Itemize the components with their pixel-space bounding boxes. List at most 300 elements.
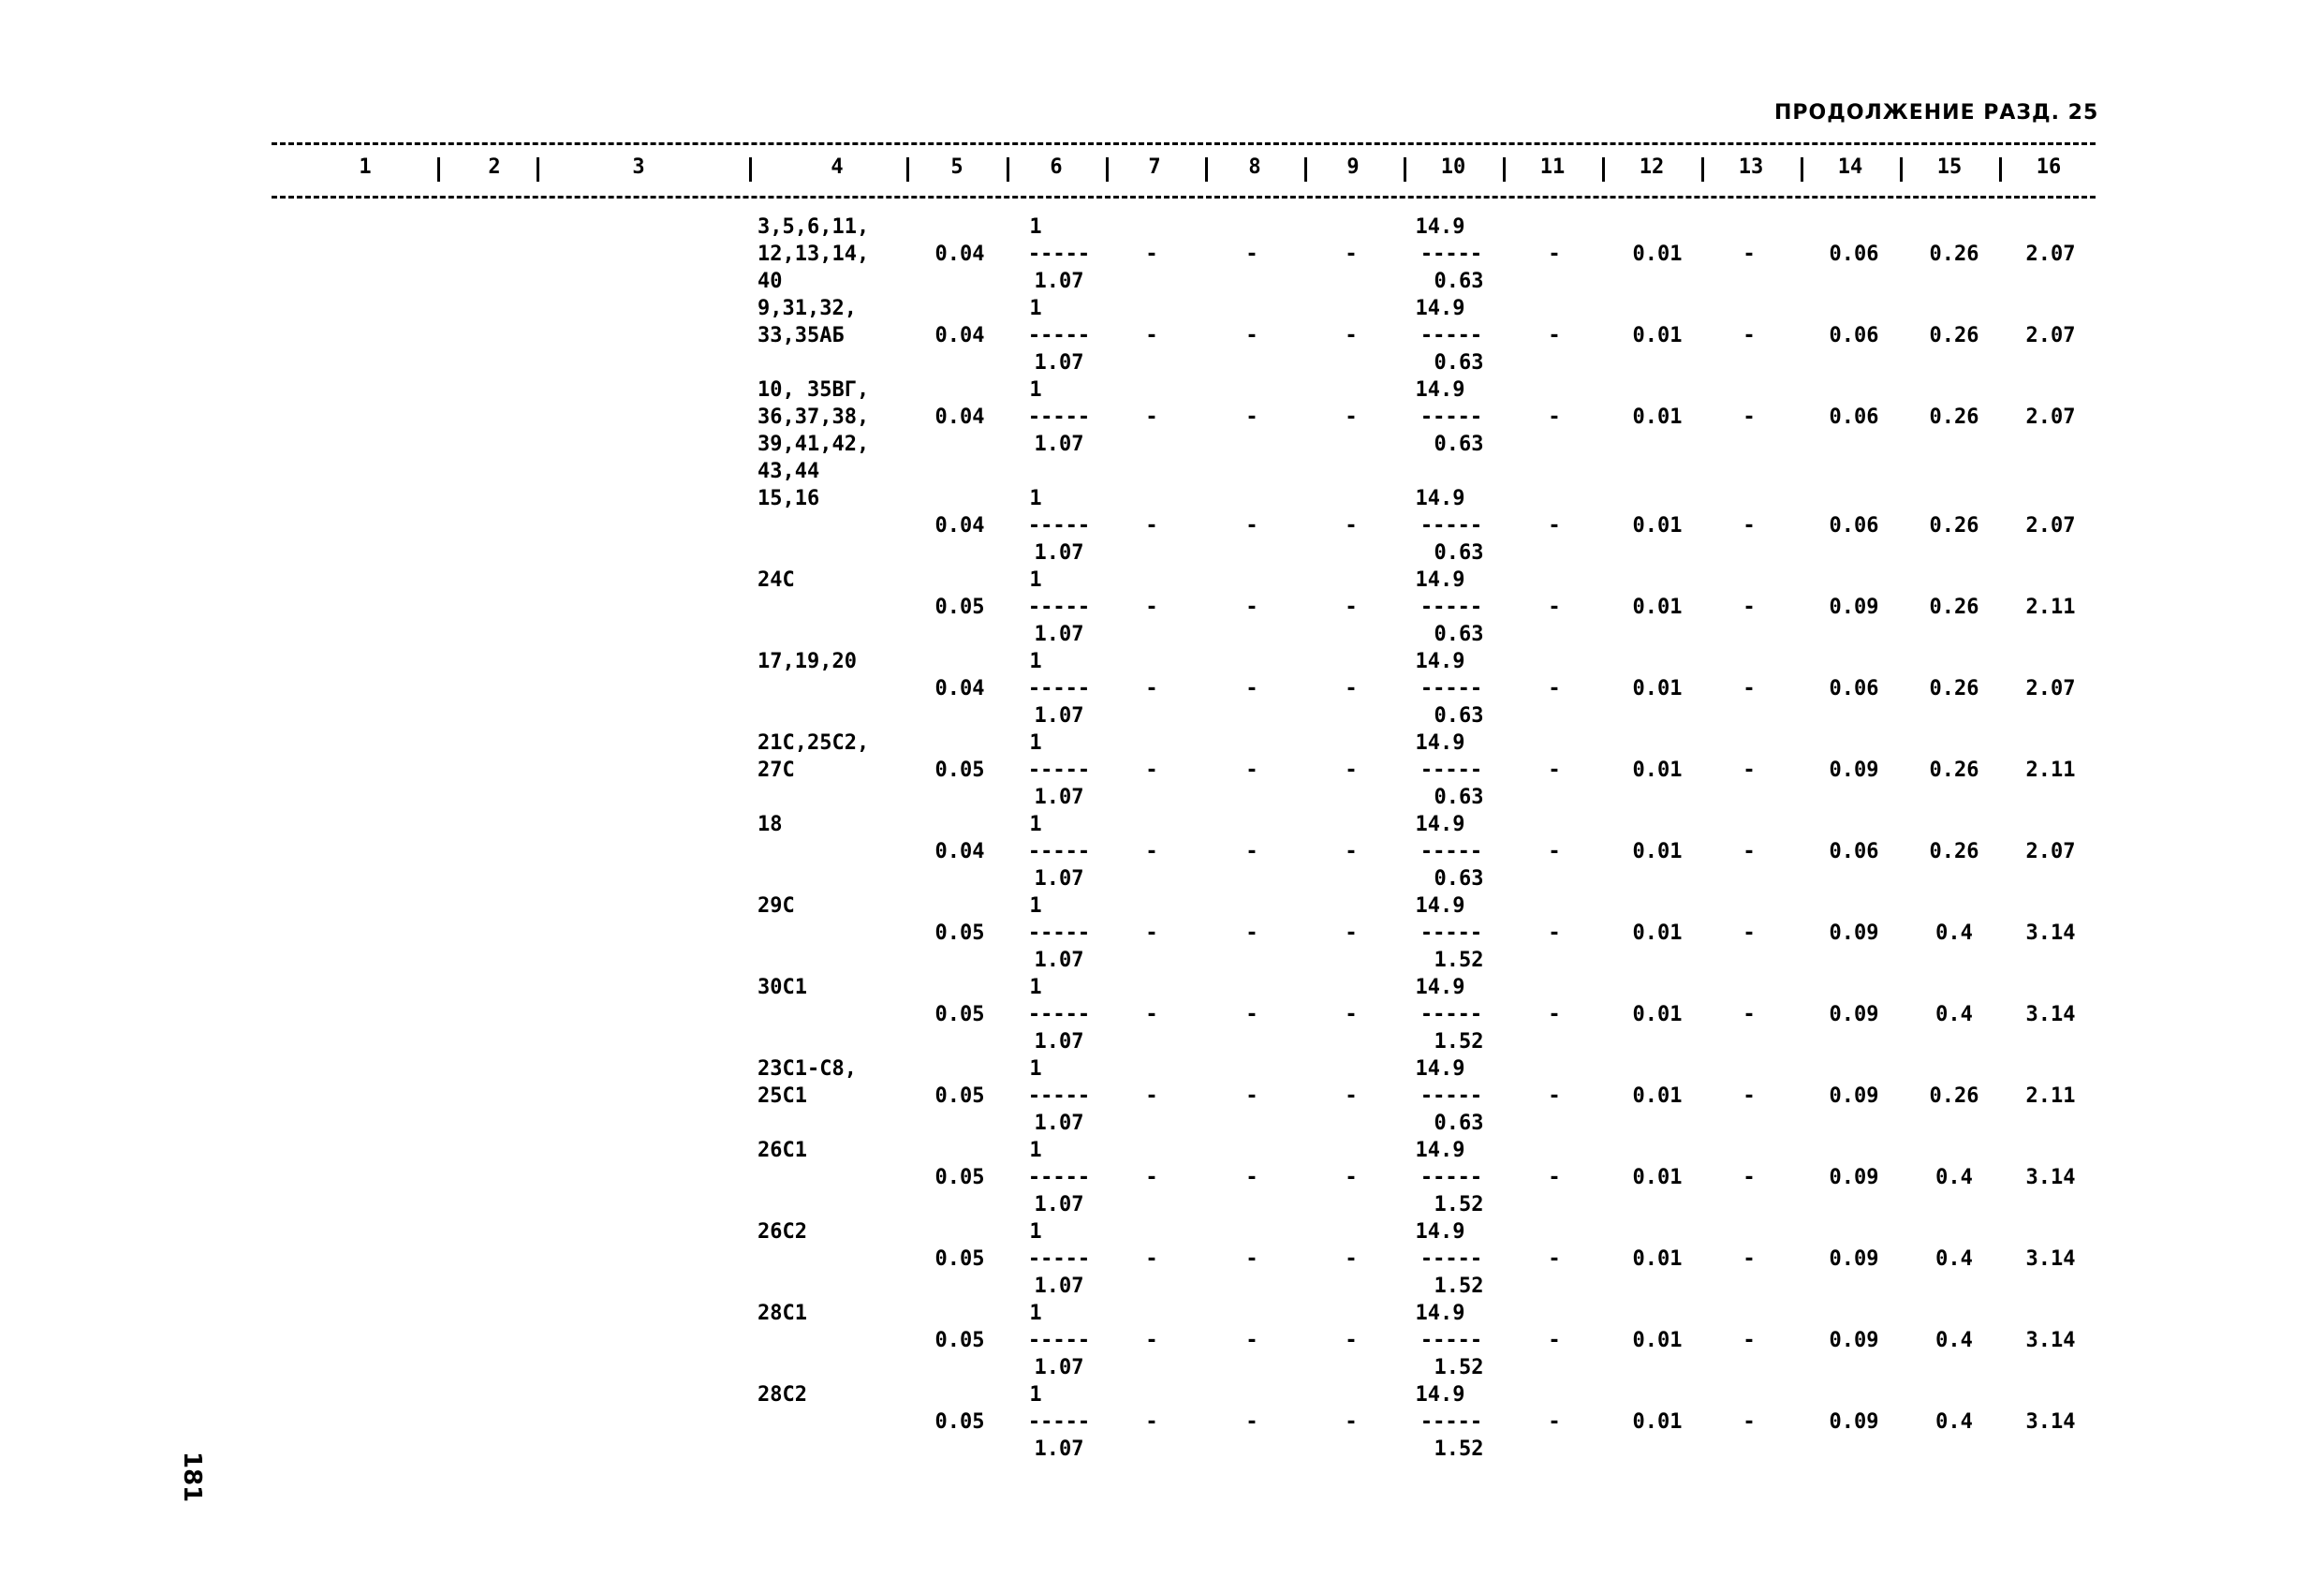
cell-col16: 3.14 bbox=[2025, 1410, 2076, 1434]
column-separator bbox=[1701, 157, 1704, 182]
designation-line: 30С1 bbox=[758, 976, 807, 999]
cell-col13: - bbox=[1743, 1247, 1756, 1271]
cell-col11: - bbox=[1548, 405, 1561, 429]
cell-col11: - bbox=[1548, 840, 1561, 863]
cell-col14: 0.09 bbox=[1829, 759, 1879, 782]
table-row bbox=[0, 485, 2324, 567]
cell-col7: - bbox=[1145, 1084, 1158, 1108]
cell-col5: 0.04 bbox=[934, 243, 985, 266]
cell-col6-denominator: 1.07 bbox=[1034, 704, 1084, 728]
cell-col13: - bbox=[1743, 1166, 1756, 1189]
cell-col9: - bbox=[1345, 1003, 1358, 1026]
cell-col6-numerator: 1 bbox=[1029, 1139, 1042, 1162]
cell-col6-fraction-bar: ----- bbox=[1027, 840, 1091, 863]
cell-col6-denominator: 1.07 bbox=[1034, 1356, 1084, 1379]
cell-col15: 0.26 bbox=[1929, 243, 1979, 266]
row-designation bbox=[758, 295, 857, 349]
cell-col10-fraction-bar: ----- bbox=[1419, 1084, 1483, 1108]
cell-col9: - bbox=[1345, 759, 1358, 782]
cell-col13: - bbox=[1743, 324, 1756, 347]
cell-col11: - bbox=[1548, 759, 1561, 782]
cell-col11: - bbox=[1548, 1410, 1561, 1434]
cell-col9: - bbox=[1345, 596, 1358, 619]
cell-col14: 0.09 bbox=[1829, 1084, 1879, 1108]
cell-col12: 0.01 bbox=[1632, 1247, 1683, 1271]
table-row bbox=[0, 1381, 2324, 1463]
column-separator bbox=[1801, 157, 1803, 182]
cell-col5: 0.05 bbox=[934, 759, 985, 782]
column-header-row bbox=[272, 155, 2096, 187]
cell-col6-fraction-bar: ----- bbox=[1027, 1410, 1091, 1434]
cell-col6-numerator: 1 bbox=[1029, 1057, 1042, 1081]
cell-col12: 0.01 bbox=[1632, 840, 1683, 863]
cell-col16: 3.14 bbox=[2025, 921, 2076, 945]
column-header: 2 bbox=[488, 155, 501, 179]
cell-col5: 0.05 bbox=[934, 1084, 985, 1108]
column-separator bbox=[906, 157, 909, 182]
cell-col5: 0.05 bbox=[934, 1003, 985, 1026]
column-separator bbox=[1503, 157, 1506, 182]
cell-col9: - bbox=[1345, 243, 1358, 266]
column-separator bbox=[1106, 157, 1109, 182]
cell-col6-numerator: 1 bbox=[1029, 568, 1042, 592]
designation-line: 9,31,32, bbox=[758, 297, 857, 320]
cell-col9: - bbox=[1345, 1084, 1358, 1108]
cell-col9: - bbox=[1345, 1329, 1358, 1352]
cell-col6-numerator: 1 bbox=[1029, 487, 1042, 510]
cell-col8: - bbox=[1245, 1084, 1258, 1108]
cell-col15: 0.4 bbox=[1935, 1166, 1973, 1189]
column-separator bbox=[537, 157, 539, 182]
cell-col10-denominator: 1.52 bbox=[1434, 949, 1484, 972]
cell-col13: - bbox=[1743, 243, 1756, 266]
cell-col14: 0.09 bbox=[1829, 1247, 1879, 1271]
cell-col6-numerator: 1 bbox=[1029, 215, 1042, 239]
cell-col15: 0.26 bbox=[1929, 677, 1979, 700]
cell-col8: - bbox=[1245, 324, 1258, 347]
cell-col12: 0.01 bbox=[1632, 677, 1683, 700]
cell-col16: 2.07 bbox=[2025, 324, 2076, 347]
cell-col6-fraction-bar: ----- bbox=[1027, 759, 1091, 782]
table-row bbox=[0, 376, 2324, 485]
table-row bbox=[0, 648, 2324, 730]
cell-col10-denominator: 1.52 bbox=[1434, 1030, 1484, 1054]
cell-col8: - bbox=[1245, 1247, 1258, 1271]
cell-col6-numerator: 1 bbox=[1029, 1302, 1042, 1325]
column-header: 9 bbox=[1346, 155, 1360, 179]
designation-line: 10, 35ВГ, bbox=[758, 378, 870, 402]
cell-col11: - bbox=[1548, 243, 1561, 266]
column-header: 3 bbox=[632, 155, 645, 179]
column-separator bbox=[1404, 157, 1406, 182]
cell-col5: 0.04 bbox=[934, 514, 985, 538]
cell-col13: - bbox=[1743, 1084, 1756, 1108]
cell-col6-fraction-bar: ----- bbox=[1027, 405, 1091, 429]
cell-col7: - bbox=[1145, 840, 1158, 863]
cell-col7: - bbox=[1145, 405, 1158, 429]
cell-col14: 0.06 bbox=[1829, 677, 1879, 700]
cell-col6-denominator: 1.07 bbox=[1034, 1030, 1084, 1054]
column-separator bbox=[1007, 157, 1009, 182]
cell-col6-fraction-bar: ----- bbox=[1027, 1329, 1091, 1352]
cell-col6-denominator: 1.07 bbox=[1034, 867, 1084, 891]
cell-col6-denominator: 1.07 bbox=[1034, 351, 1084, 375]
cell-col11: - bbox=[1548, 1247, 1561, 1271]
cell-col15: 0.26 bbox=[1929, 514, 1979, 538]
cell-col6-denominator: 1.07 bbox=[1034, 1112, 1084, 1135]
cell-col14: 0.09 bbox=[1829, 1003, 1879, 1026]
cell-col11: - bbox=[1548, 1084, 1561, 1108]
cell-col14: 0.06 bbox=[1829, 840, 1879, 863]
cell-col14: 0.09 bbox=[1829, 596, 1879, 619]
cell-col10-fraction-bar: ----- bbox=[1419, 1247, 1483, 1271]
cell-col6-denominator: 1.07 bbox=[1034, 623, 1084, 646]
cell-col6-fraction-bar: ----- bbox=[1027, 1247, 1091, 1271]
cell-col11: - bbox=[1548, 677, 1561, 700]
cell-col6-fraction-bar: ----- bbox=[1027, 324, 1091, 347]
row-designation bbox=[758, 1137, 807, 1164]
cell-col6-numerator: 1 bbox=[1029, 894, 1042, 918]
cell-col11: - bbox=[1548, 1166, 1561, 1189]
cell-col10-fraction-bar: ----- bbox=[1419, 243, 1483, 266]
cell-col15: 0.4 bbox=[1935, 1247, 1973, 1271]
cell-col13: - bbox=[1743, 1410, 1756, 1434]
table-row bbox=[0, 974, 2324, 1055]
cell-col6-denominator: 1.07 bbox=[1034, 1275, 1084, 1298]
cell-col10-denominator: 1.52 bbox=[1434, 1356, 1484, 1379]
designation-line: 3,5,6,11, bbox=[758, 215, 870, 239]
cell-col13: - bbox=[1743, 759, 1756, 782]
cell-col10-fraction-bar: ----- bbox=[1419, 1329, 1483, 1352]
row-designation bbox=[758, 1300, 807, 1327]
cell-col10-numerator: 14.9 bbox=[1415, 813, 1465, 836]
cell-col10-numerator: 14.9 bbox=[1415, 1220, 1465, 1244]
cell-col6-denominator: 1.07 bbox=[1034, 433, 1084, 456]
cell-col7: - bbox=[1145, 243, 1158, 266]
column-separator bbox=[1999, 157, 2002, 182]
table-row bbox=[0, 1137, 2324, 1218]
header-rule-top bbox=[272, 142, 2096, 145]
cell-col7: - bbox=[1145, 1166, 1158, 1189]
cell-col10-denominator: 1.52 bbox=[1434, 1193, 1484, 1216]
column-header: 13 bbox=[1738, 155, 1764, 179]
cell-col15: 0.4 bbox=[1935, 1003, 1973, 1026]
cell-col7: - bbox=[1145, 1247, 1158, 1271]
designation-line: 24С bbox=[758, 568, 795, 592]
cell-col9: - bbox=[1345, 921, 1358, 945]
designation-line: 12,13,14, bbox=[758, 243, 870, 266]
row-designation bbox=[758, 648, 857, 675]
cell-col10-numerator: 14.9 bbox=[1415, 568, 1465, 592]
cell-col16: 2.11 bbox=[2025, 1084, 2076, 1108]
cell-col7: - bbox=[1145, 759, 1158, 782]
designation-line: 28С2 bbox=[758, 1383, 807, 1407]
cell-col12: 0.01 bbox=[1632, 405, 1683, 429]
cell-col5: 0.05 bbox=[934, 1247, 985, 1271]
column-header: 6 bbox=[1050, 155, 1063, 179]
table-row bbox=[0, 1300, 2324, 1381]
cell-col10-numerator: 14.9 bbox=[1415, 297, 1465, 320]
cell-col6-fraction-bar: ----- bbox=[1027, 1166, 1091, 1189]
cell-col5: 0.05 bbox=[934, 921, 985, 945]
cell-col5: 0.04 bbox=[934, 405, 985, 429]
designation-line: 26С1 bbox=[758, 1139, 807, 1162]
cell-col9: - bbox=[1345, 1247, 1358, 1271]
cell-col6-denominator: 1.07 bbox=[1034, 270, 1084, 293]
cell-col6-denominator: 1.07 bbox=[1034, 541, 1084, 565]
cell-col7: - bbox=[1145, 677, 1158, 700]
cell-col10-numerator: 14.9 bbox=[1415, 1139, 1465, 1162]
column-header: 15 bbox=[1936, 155, 1963, 179]
cell-col12: 0.01 bbox=[1632, 1084, 1683, 1108]
cell-col10-fraction-bar: ----- bbox=[1419, 1410, 1483, 1434]
cell-col10-numerator: 14.9 bbox=[1415, 731, 1465, 755]
cell-col6-numerator: 1 bbox=[1029, 976, 1042, 999]
cell-col7: - bbox=[1145, 1410, 1158, 1434]
cell-col10-numerator: 14.9 bbox=[1415, 894, 1465, 918]
column-header: 5 bbox=[950, 155, 963, 179]
table-row bbox=[0, 1055, 2324, 1137]
row-designation bbox=[758, 1055, 857, 1110]
cell-col10-fraction-bar: ----- bbox=[1419, 405, 1483, 429]
cell-col10-denominator: 0.63 bbox=[1434, 433, 1484, 456]
cell-col10-numerator: 14.9 bbox=[1415, 1302, 1465, 1325]
cell-col6-numerator: 1 bbox=[1029, 731, 1042, 755]
cell-col6-fraction-bar: ----- bbox=[1027, 921, 1091, 945]
cell-col6-fraction-bar: ----- bbox=[1027, 514, 1091, 538]
cell-col14: 0.09 bbox=[1829, 1329, 1879, 1352]
cell-col6-fraction-bar: ----- bbox=[1027, 243, 1091, 266]
designation-line: 26С2 bbox=[758, 1220, 807, 1244]
cell-col14: 0.06 bbox=[1829, 405, 1879, 429]
cell-col12: 0.01 bbox=[1632, 1410, 1683, 1434]
cell-col6-fraction-bar: ----- bbox=[1027, 1003, 1091, 1026]
row-designation bbox=[758, 730, 869, 784]
designation-line: 21С,25С2, bbox=[758, 731, 870, 755]
cell-col8: - bbox=[1245, 1166, 1258, 1189]
cell-col10-denominator: 0.63 bbox=[1434, 786, 1484, 809]
cell-col10-fraction-bar: ----- bbox=[1419, 921, 1483, 945]
row-designation bbox=[758, 567, 795, 594]
column-header: 16 bbox=[2036, 155, 2062, 179]
cell-col15: 0.4 bbox=[1935, 921, 1973, 945]
cell-col6-numerator: 1 bbox=[1029, 297, 1042, 320]
cell-col10-fraction-bar: ----- bbox=[1419, 677, 1483, 700]
cell-col8: - bbox=[1245, 1410, 1258, 1434]
cell-col10-numerator: 14.9 bbox=[1415, 976, 1465, 999]
row-designation bbox=[758, 214, 869, 295]
cell-col16: 2.07 bbox=[2025, 243, 2076, 266]
cell-col9: - bbox=[1345, 1166, 1358, 1189]
cell-col6-denominator: 1.07 bbox=[1034, 786, 1084, 809]
row-designation bbox=[758, 811, 783, 838]
cell-col15: 0.26 bbox=[1929, 759, 1979, 782]
designation-line: 23С1-С8, bbox=[758, 1057, 857, 1081]
column-header: 14 bbox=[1837, 155, 1863, 179]
cell-col9: - bbox=[1345, 514, 1358, 538]
cell-col12: 0.01 bbox=[1632, 514, 1683, 538]
cell-col16: 3.14 bbox=[2025, 1166, 2076, 1189]
row-designation bbox=[758, 1381, 807, 1408]
cell-col5: 0.04 bbox=[934, 677, 985, 700]
cell-col6-denominator: 1.07 bbox=[1034, 949, 1084, 972]
table-row bbox=[0, 567, 2324, 648]
cell-col14: 0.06 bbox=[1829, 324, 1879, 347]
column-header: 10 bbox=[1440, 155, 1466, 179]
cell-col5: 0.04 bbox=[934, 840, 985, 863]
cell-col13: - bbox=[1743, 514, 1756, 538]
cell-col10-denominator: 0.63 bbox=[1434, 1112, 1484, 1135]
cell-col11: - bbox=[1548, 1329, 1561, 1352]
cell-col13: - bbox=[1743, 1329, 1756, 1352]
cell-col12: 0.01 bbox=[1632, 324, 1683, 347]
cell-col8: - bbox=[1245, 405, 1258, 429]
column-header: 4 bbox=[831, 155, 844, 179]
section-caption: ПРОДОЛЖЕНИЕ РАЗД. 25 bbox=[1774, 101, 2099, 125]
column-header: 8 bbox=[1248, 155, 1261, 179]
cell-col16: 2.11 bbox=[2025, 759, 2076, 782]
cell-col5: 0.05 bbox=[934, 1329, 985, 1352]
cell-col6-numerator: 1 bbox=[1029, 378, 1042, 402]
cell-col6-numerator: 1 bbox=[1029, 1383, 1042, 1407]
row-designation bbox=[758, 892, 795, 920]
table-body bbox=[0, 214, 2324, 1463]
cell-col14: 0.06 bbox=[1829, 514, 1879, 538]
cell-col16: 3.14 bbox=[2025, 1247, 2076, 1271]
cell-col12: 0.01 bbox=[1632, 596, 1683, 619]
cell-col11: - bbox=[1548, 596, 1561, 619]
cell-col10-denominator: 0.63 bbox=[1434, 270, 1484, 293]
cell-col7: - bbox=[1145, 1329, 1158, 1352]
designation-line: 25С1 bbox=[758, 1084, 807, 1108]
cell-col10-numerator: 14.9 bbox=[1415, 1383, 1465, 1407]
cell-col9: - bbox=[1345, 840, 1358, 863]
cell-col6-numerator: 1 bbox=[1029, 650, 1042, 673]
cell-col10-fraction-bar: ----- bbox=[1419, 324, 1483, 347]
cell-col8: - bbox=[1245, 596, 1258, 619]
header-rule-bottom bbox=[272, 196, 2096, 199]
cell-col8: - bbox=[1245, 921, 1258, 945]
cell-col16: 2.07 bbox=[2025, 405, 2076, 429]
cell-col10-denominator: 0.63 bbox=[1434, 704, 1484, 728]
designation-line: 36,37,38, bbox=[758, 405, 870, 429]
cell-col15: 0.26 bbox=[1929, 324, 1979, 347]
cell-col10-fraction-bar: ----- bbox=[1419, 1003, 1483, 1026]
cell-col13: - bbox=[1743, 840, 1756, 863]
cell-col16: 3.14 bbox=[2025, 1003, 2076, 1026]
cell-col10-fraction-bar: ----- bbox=[1419, 840, 1483, 863]
cell-col15: 0.26 bbox=[1929, 1084, 1979, 1108]
designation-line: 17,19,20 bbox=[758, 650, 857, 673]
cell-col9: - bbox=[1345, 405, 1358, 429]
designation-line: 40 bbox=[758, 270, 783, 293]
column-header: 1 bbox=[359, 155, 372, 179]
cell-col12: 0.01 bbox=[1632, 1166, 1683, 1189]
cell-col10-fraction-bar: ----- bbox=[1419, 759, 1483, 782]
designation-line: 27С bbox=[758, 759, 795, 782]
cell-col14: 0.09 bbox=[1829, 921, 1879, 945]
cell-col12: 0.01 bbox=[1632, 1003, 1683, 1026]
cell-col15: 0.4 bbox=[1935, 1329, 1973, 1352]
cell-col8: - bbox=[1245, 759, 1258, 782]
column-separator bbox=[1304, 157, 1307, 182]
cell-col8: - bbox=[1245, 677, 1258, 700]
table-row bbox=[0, 1218, 2324, 1300]
table-row bbox=[0, 214, 2324, 295]
cell-col15: 0.26 bbox=[1929, 405, 1979, 429]
column-separator bbox=[1900, 157, 1903, 182]
row-designation bbox=[758, 974, 807, 1001]
cell-col16: 2.07 bbox=[2025, 677, 2076, 700]
cell-col6-numerator: 1 bbox=[1029, 813, 1042, 836]
cell-col13: - bbox=[1743, 405, 1756, 429]
column-header: 11 bbox=[1539, 155, 1566, 179]
cell-col8: - bbox=[1245, 514, 1258, 538]
table-row bbox=[0, 892, 2324, 974]
cell-col13: - bbox=[1743, 921, 1756, 945]
cell-col10-denominator: 0.63 bbox=[1434, 541, 1484, 565]
cell-col15: 0.26 bbox=[1929, 840, 1979, 863]
cell-col10-numerator: 14.9 bbox=[1415, 378, 1465, 402]
column-header: 12 bbox=[1639, 155, 1665, 179]
cell-col8: - bbox=[1245, 1003, 1258, 1026]
cell-col6-fraction-bar: ----- bbox=[1027, 1084, 1091, 1108]
cell-col7: - bbox=[1145, 514, 1158, 538]
cell-col10-numerator: 14.9 bbox=[1415, 215, 1465, 239]
designation-line: 39,41,42, bbox=[758, 433, 870, 456]
cell-col6-fraction-bar: ----- bbox=[1027, 596, 1091, 619]
cell-col14: 0.09 bbox=[1829, 1166, 1879, 1189]
cell-col10-fraction-bar: ----- bbox=[1419, 514, 1483, 538]
column-separator bbox=[1205, 157, 1208, 182]
cell-col10-fraction-bar: ----- bbox=[1419, 596, 1483, 619]
column-separator bbox=[437, 157, 440, 182]
cell-col5: 0.05 bbox=[934, 1410, 985, 1434]
cell-col16: 3.14 bbox=[2025, 1329, 2076, 1352]
cell-col13: - bbox=[1743, 677, 1756, 700]
cell-col10-numerator: 14.9 bbox=[1415, 1057, 1465, 1081]
cell-col6-fraction-bar: ----- bbox=[1027, 677, 1091, 700]
cell-col15: 0.4 bbox=[1935, 1410, 1973, 1434]
cell-col7: - bbox=[1145, 921, 1158, 945]
cell-col10-denominator: 0.63 bbox=[1434, 351, 1484, 375]
cell-col9: - bbox=[1345, 677, 1358, 700]
cell-col10-fraction-bar: ----- bbox=[1419, 1166, 1483, 1189]
row-designation bbox=[758, 1218, 807, 1246]
column-separator bbox=[749, 157, 752, 182]
table-row bbox=[0, 295, 2324, 376]
cell-col11: - bbox=[1548, 514, 1561, 538]
designation-line: 28С1 bbox=[758, 1302, 807, 1325]
row-designation bbox=[758, 485, 819, 512]
table-row bbox=[0, 811, 2324, 892]
page-number: 181 bbox=[178, 1452, 206, 1503]
cell-col9: - bbox=[1345, 324, 1358, 347]
cell-col8: - bbox=[1245, 243, 1258, 266]
cell-col5: 0.05 bbox=[934, 1166, 985, 1189]
row-designation bbox=[758, 376, 869, 485]
cell-col6-numerator: 1 bbox=[1029, 1220, 1042, 1244]
designation-line: 33,35АБ bbox=[758, 324, 845, 347]
cell-col14: 0.09 bbox=[1829, 1410, 1879, 1434]
cell-col10-denominator: 0.63 bbox=[1434, 623, 1484, 646]
cell-col10-numerator: 14.9 bbox=[1415, 650, 1465, 673]
cell-col6-denominator: 1.07 bbox=[1034, 1437, 1084, 1461]
cell-col5: 0.05 bbox=[934, 596, 985, 619]
cell-col7: - bbox=[1145, 324, 1158, 347]
cell-col12: 0.01 bbox=[1632, 921, 1683, 945]
designation-line: 29С bbox=[758, 894, 795, 918]
